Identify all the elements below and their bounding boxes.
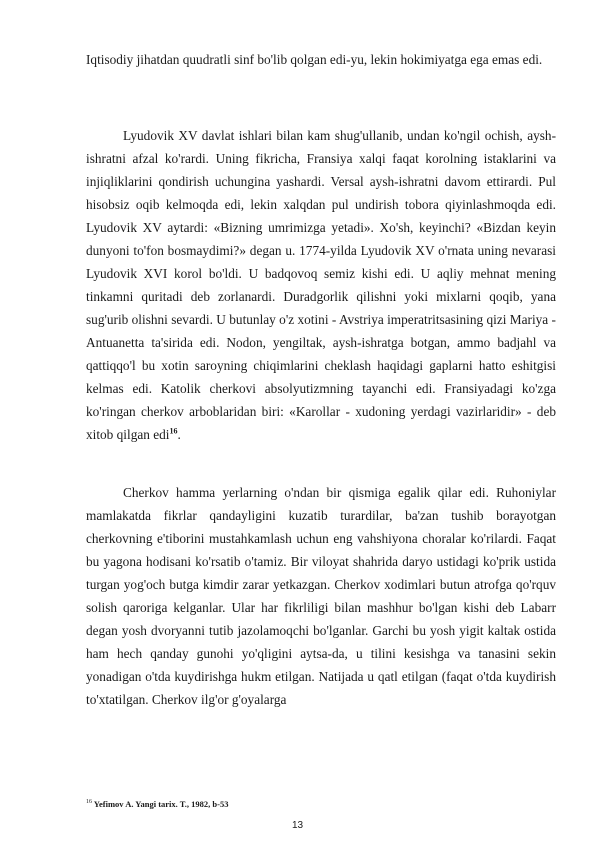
footnote-text: Yefimov A. Yangi tarix. T., 1982, b-53 [92, 799, 229, 809]
paragraph-cherkov [86, 481, 556, 711]
footnote [86, 799, 556, 809]
footnote-reference[interactable]: 16 [169, 426, 178, 436]
paragraph-body [86, 124, 556, 446]
paragraph-text: Iqtisodiy jihatdan quudratli sinf bo'lib qolgan edi-yu, lekin hokimiyatga ega emas edi. [86, 52, 543, 67]
paragraph-text: Cherkov hamma yerlarning o'ndan bir qismiga egalik qilar edi. Ruhoniylar mamlakatda fikrlar qandayligini kuzatib turardilar, ba'zan tushib borayotgan cherkovning e'tiborini mustahkamlash uchun eng vahshiyona choralar ko'rilardi. Faqat bu yagona hodisani ko'rsatib o'tamiz. Bir viloyat shahrida daryo ustidagi ko'prik ustida turgan yog'och butga kimdir zarar yetkazgan. Cherkov xodimlari butun atrofga qo'rquv solish qaroriga kelganlar. Ular har fikrliligi bilan mashhur bo'lgan kishi deb Labarr degan yosh dvoryanni tutib jazolamoqchi bo'lganlar. Garchi bu yosh yigit kaltak ostida ham hech qanday gunohi yo'qligini aytsa-da, u tilini kesishga va tanasini sekin yonadigan o'tda kuydirishga hukm etilgan. Natijada u qatl etilgan (faqat o'tda kuydirish to'xtatilgan. Cherkov ilg'or g'oyalarga [86, 485, 556, 707]
paragraph-end: . [177, 427, 181, 442]
paragraph-intro [86, 48, 556, 71]
page-number: 13 [291, 820, 304, 831]
paragraph-lyudovik [86, 124, 556, 446]
paragraph-text: Lyudovik XV davlat ishlari bilan kam shug'ullanib, undan ko'ngil ochish, aysh-ishratni afzal ko'rardi. Uning fikricha, Fransiya xalqi faqat korolning istaklarini va injiqliklarini qondirish uchungina yashardi. Versal aysh-ishratni davom ettirardi. Pul hisobsiz oqib kelmoqda edi, lekin xalqdan pul undirish tobora qiyinlashmoqda edi. Lyudovik XV aytardi: «Bizning umrimizga yetadi». Xo'sh, keyinchi? «Bizdan keyin dunyoni to'fon bosmaydimi?» degan u. 1774-yilda Lyudovik XV o'rnata uning nevarasi Lyudovik XVI korol bo'ldi. U badqovoq semiz kishi edi. U aqliy mehnat mening tinkamni quritadi deb zorlanardi. Duradgorlik qilishni yoki mixlarni qoqib, yana sug'urib olishni sevardi. U butunlay o'z xotini - Avstriya imperatritsasining qizi Mariya - Antuanetta ta'sirida edi. Nodon, yengiltak, aysh-ishratga botgan, ammo badjahl va qattiqqo'l bu xotin saroyning chiqimlarini cheklash haqidagi gaplarni hatto eshitgisi kelmas edi. Katolik cherkovi absolyutizmning tayanchi edi. Fransiyadagi ko'zga ko'ringan cherkov arboblaridan biri: «Karollar - xudoning yerdagi vazirlaridir» - deb xitob qilgan edi [86, 128, 556, 442]
footnote-number: 16 [86, 799, 92, 806]
